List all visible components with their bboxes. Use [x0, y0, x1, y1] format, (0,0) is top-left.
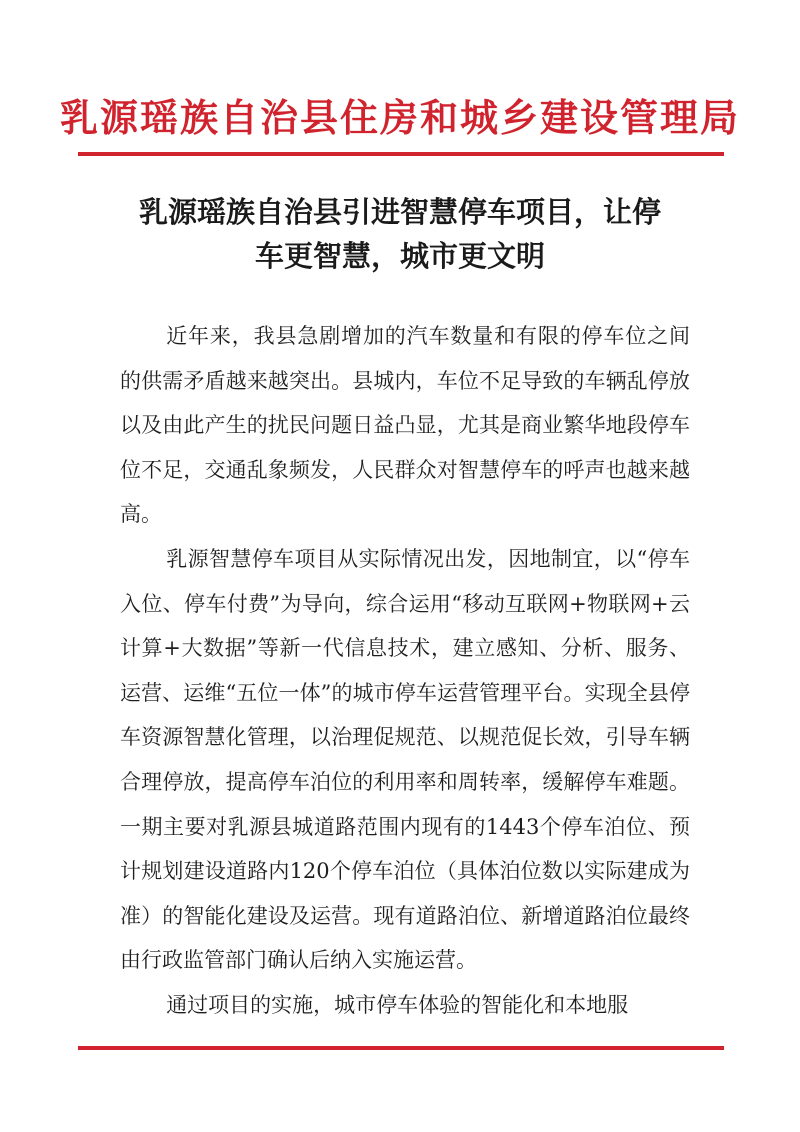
- letterhead-org-name: 乳源瑶族自治县住房和城乡建设管理局: [60, 95, 741, 140]
- footer-red-divider: [78, 1046, 724, 1050]
- letterhead-red-divider: [78, 152, 724, 156]
- document-title: [110, 190, 690, 278]
- document-body: [120, 314, 690, 1028]
- body-paragraph-3: 通过项目的实施，城市停车体验的智能化和本地服: [166, 992, 629, 1017]
- document-title-line-2: 车更智慧，城市更文明: [254, 239, 545, 273]
- body-paragraph-2: 乳源智慧停车项目从实际情况出发，因地制宜，以“停车入位、停车付费”为导向，综合运用“移动互联网+物联网+云计算+大数据”等新一代信息技术，建立感知、分析、服务、运营、运维“五位一体”的城市停车运营管理平台。实现全县停车资源智慧化管理，以治理促规范、以规范促长效，引导车辆合理停放，提高停车泊位的利用率和周转率，缓解停车难题。一期主要对乳源县城道路范围内现有的1443个停车泊位、预计规划建设道路内120个停车泊位（具体泊位数以实际建成为准）的智能化建设及运营。现有道路泊位、新增道路泊位最终由行政监管部门确认后纳入实施运营。: [120, 546, 690, 973]
- body-paragraph-1: 近年来，我县急剧增加的汽车数量和有限的停车位之间的供需矛盾越来越突出。县城内，车位不足导致的车辆乱停放以及由此产生的扰民问题日益凸显，尤其是商业繁华地段停车位不足，交通乱象频发，人民群众对智慧停车的呼声也越来越高。: [120, 324, 690, 527]
- document-title-line-1: 乳源瑶族自治县引进智慧停车项目，让停: [138, 195, 661, 229]
